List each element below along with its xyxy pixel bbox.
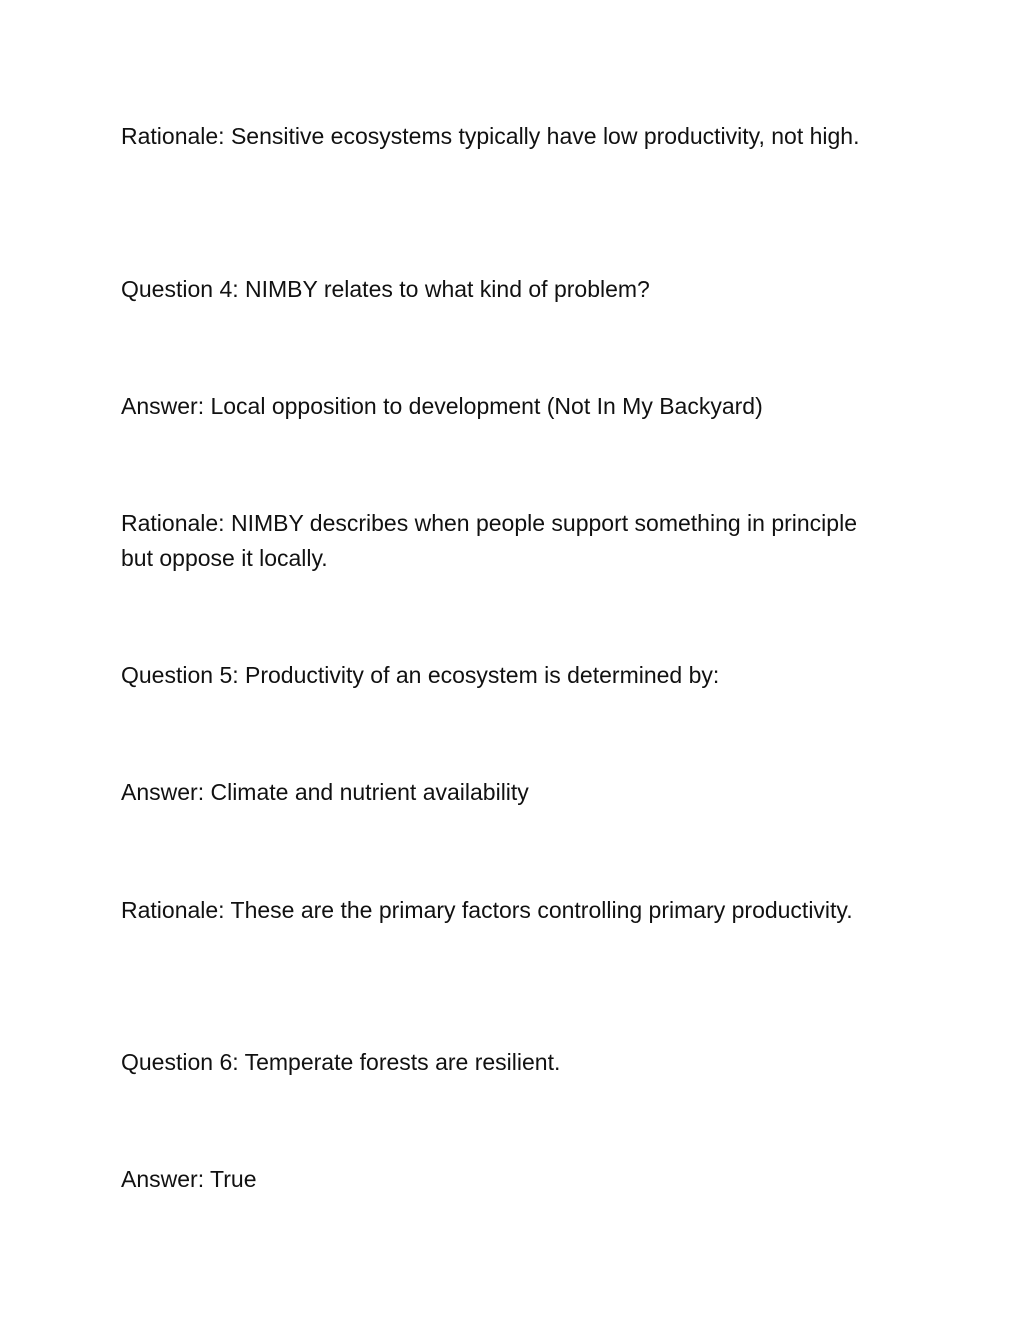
question-text: Question 5: Productivity of an ecosystem is determined by: (121, 662, 720, 688)
question-text: Question 4: NIMBY relates to what kind of problem? (121, 276, 650, 302)
rationale-text: Rationale: Sensitive ecosystems typically have low productivity, not high. (121, 123, 860, 149)
answer-text: Answer: Climate and nutrient availability (121, 779, 529, 805)
rationale-text: Rationale: These are the primary factors controlling primary productivity. (121, 897, 853, 923)
rationale-text: Rationale: NIMBY describes when people support something in principle but oppose it locally. (121, 510, 857, 571)
question-text: Question 6: Temperate forests are resilient. (121, 1049, 561, 1075)
answer-text: Answer: Local opposition to development (Not In My Backyard) (121, 393, 763, 419)
answer-text: Answer: True (121, 1166, 257, 1192)
